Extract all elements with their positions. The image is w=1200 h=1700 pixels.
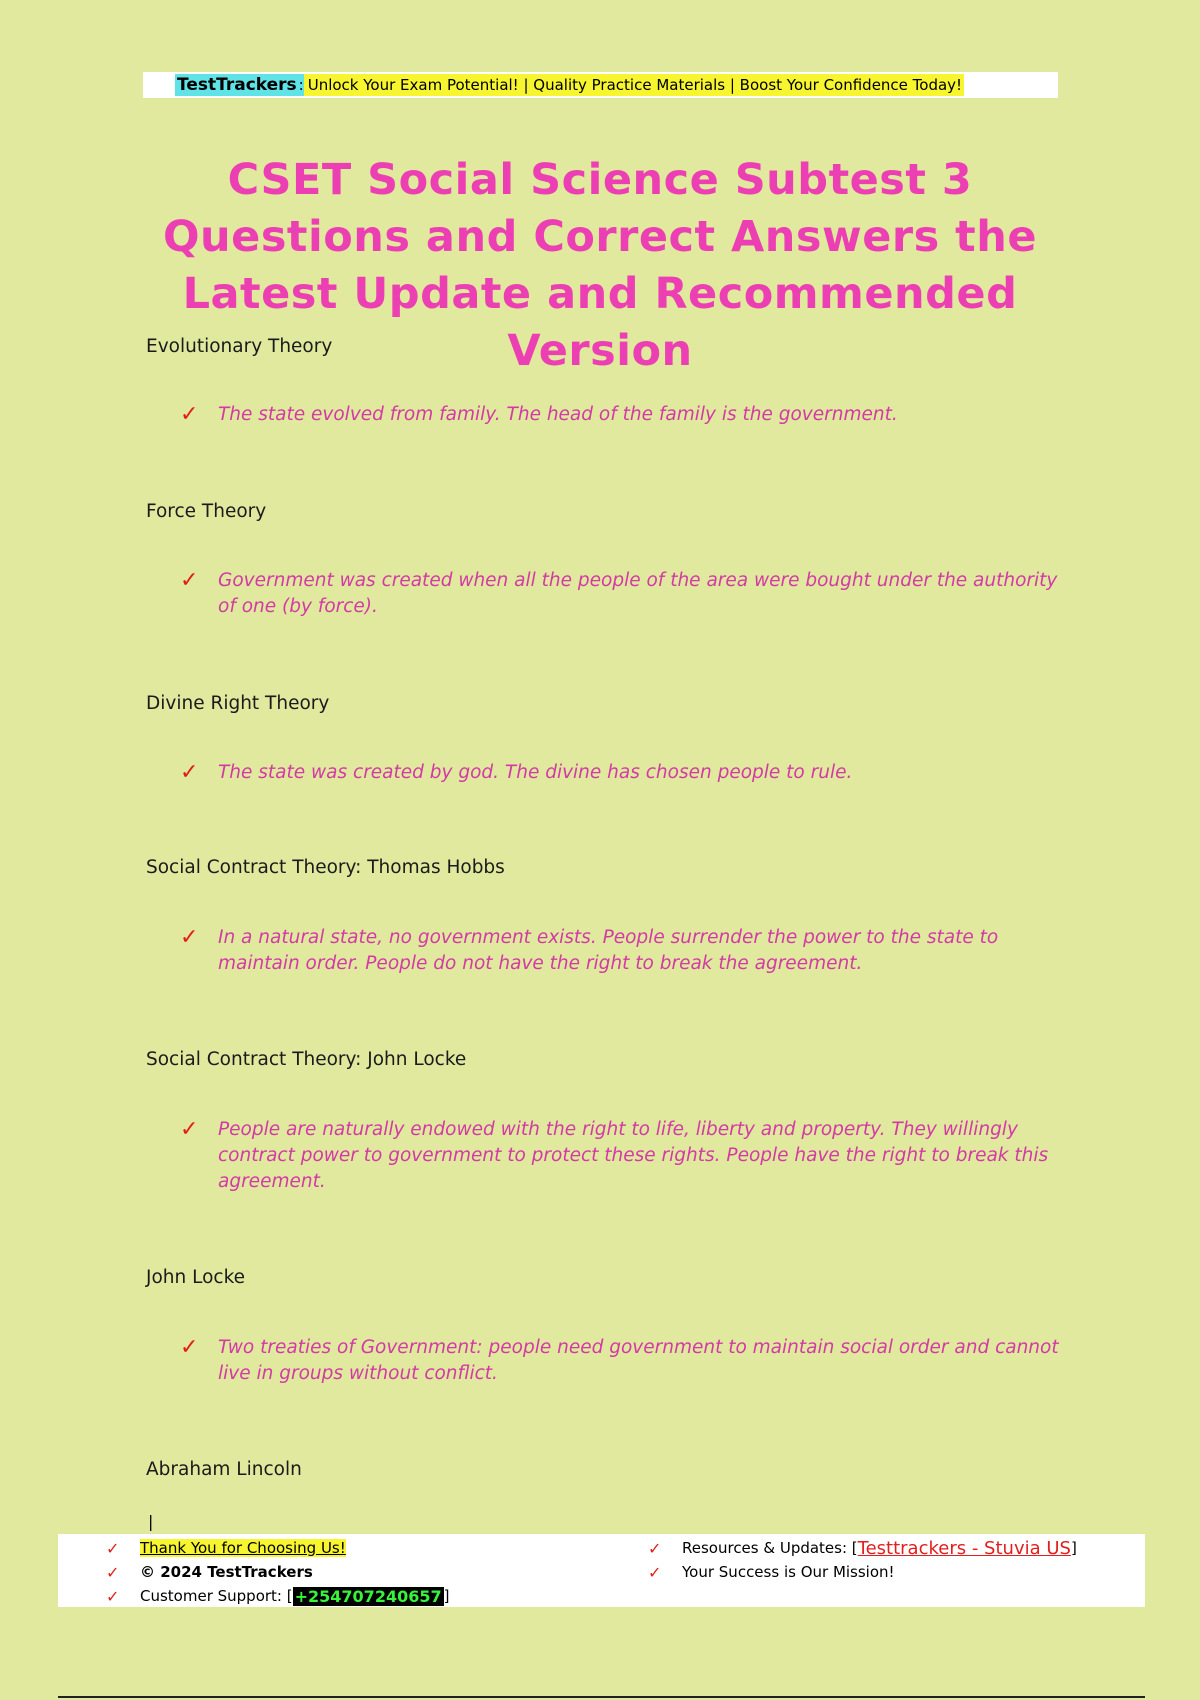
answer-item	[180, 1335, 1060, 1387]
resources-label: Resources & Updates: [	[682, 1539, 858, 1557]
answer-item	[180, 760, 1060, 786]
text-cursor: |	[148, 1512, 154, 1531]
resources-link[interactable]: Testtrackers - Stuvia US	[857, 1537, 1071, 1559]
footer-row	[106, 1584, 449, 1608]
bottom-divider	[58, 1696, 1145, 1698]
check-mark-icon: ✓	[180, 568, 199, 593]
header-banner	[143, 72, 1058, 98]
answer-text: In a natural state, no government exists. People surrender the power to the state to maintain order. People do not have the right to break the agreement.	[218, 927, 999, 974]
footer-left-column	[106, 1536, 449, 1608]
copyright-text: © 2024 TestTrackers	[140, 1563, 313, 1581]
check-mark-icon: ✓	[180, 760, 199, 785]
banner-tagline: Unlock Your Exam Potential! | Quality Practice Materials | Boost Your Confidence Today!	[304, 74, 964, 96]
check-mark-icon: ✓	[106, 1538, 120, 1558]
term-heading: Evolutionary Theory	[146, 336, 333, 357]
term-heading: Abraham Lincoln	[146, 1459, 302, 1480]
support-label: Customer Support: [	[140, 1587, 293, 1605]
support-close: ]	[443, 1587, 450, 1605]
footer-row	[106, 1560, 449, 1584]
answer-text: Government was created when all the people of the area were bought under the authority of one (by force).	[218, 570, 1058, 617]
term-heading: Social Contract Theory: John Locke	[146, 1049, 467, 1070]
resources-close: ]	[1070, 1539, 1077, 1557]
check-mark-icon: ✓	[180, 402, 199, 427]
footer-right-column	[648, 1536, 1077, 1584]
answer-text: Two treaties of Government: people need government to maintain social order and cannot live in groups without conflict.	[218, 1337, 1059, 1384]
answer-text: People are naturally endowed with the right to life, liberty and property. They willingly contract power to government to protect these rights. People have the right to break this agreement.	[218, 1119, 1049, 1192]
term-heading: Force Theory	[146, 501, 267, 522]
thanks-link[interactable]: Thank You for Choosing Us!	[140, 1539, 346, 1557]
brand-name: TestTrackers	[177, 75, 297, 95]
support-phone[interactable]: +254707240657	[294, 1586, 442, 1606]
mission-text: Your Success is Our Mission!	[682, 1563, 895, 1581]
check-mark-icon: ✓	[106, 1586, 120, 1606]
answer-text: The state evolved from family. The head of the family is the government.	[218, 404, 898, 425]
answer-item	[180, 568, 1060, 620]
footer-row	[648, 1560, 1077, 1584]
check-mark-icon: ✓	[106, 1562, 120, 1582]
answer-item	[180, 925, 1060, 977]
term-heading: Divine Right Theory	[146, 693, 330, 714]
footer-row	[106, 1536, 449, 1560]
footer	[58, 1534, 1145, 1607]
check-mark-icon: ✓	[180, 1117, 199, 1142]
answer-item	[180, 1117, 1060, 1195]
banner-content	[175, 74, 964, 96]
term-heading: John Locke	[146, 1267, 246, 1288]
check-mark-icon: ✓	[180, 1335, 199, 1360]
answer-item	[180, 402, 1060, 428]
check-mark-icon: ✓	[648, 1538, 662, 1558]
check-mark-icon: ✓	[180, 925, 199, 950]
page-title: CSET Social Science Subtest 3 Questions and Correct Answers the Latest Update and Recommended Version	[163, 155, 1037, 376]
answer-text: The state was created by god. The divine has chosen people to rule.	[218, 762, 853, 783]
footer-row	[648, 1536, 1077, 1560]
brand-colon: :	[298, 76, 304, 94]
check-mark-icon: ✓	[648, 1562, 662, 1582]
term-heading: Social Contract Theory: Thomas Hobbs	[146, 857, 505, 878]
